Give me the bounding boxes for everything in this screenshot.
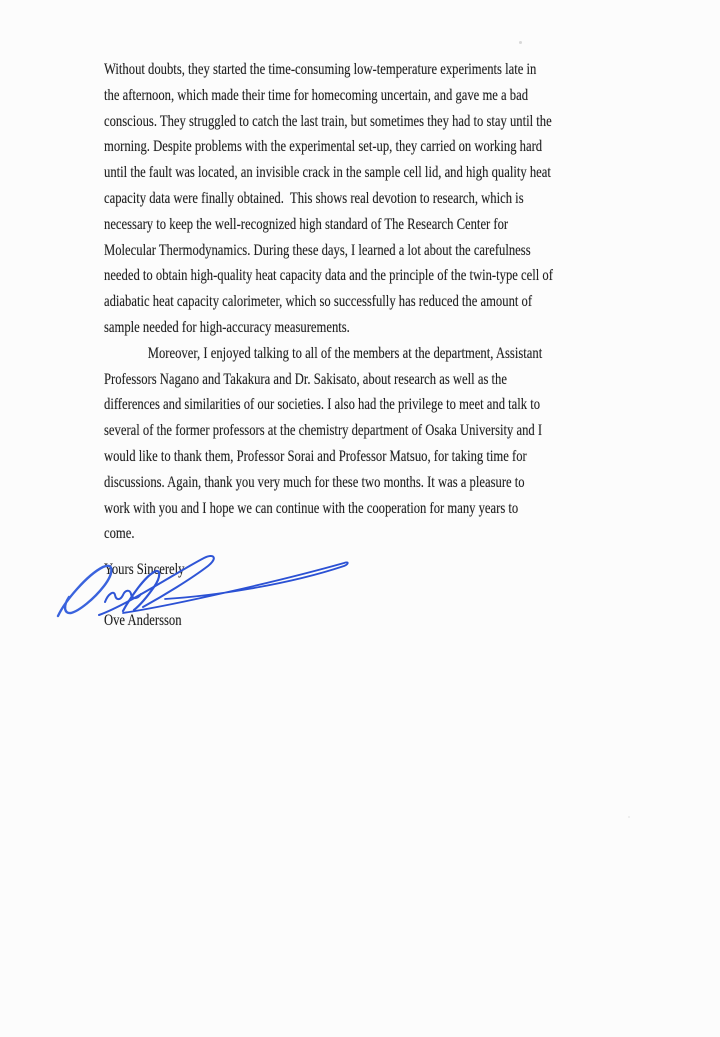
closing-spacer: [104, 547, 704, 557]
letter-body: [104, 57, 704, 634]
letter-line: work with you and I hope we can continue with the cooperation for many years to: [104, 499, 519, 517]
paragraph-2: [104, 341, 704, 547]
letter-line: until the fault was located, an invisible crack in the sample cell lid, and high quality heat: [104, 164, 551, 182]
letter-line: Moreover, I enjoyed talking to all of the members at the department, Assistant: [147, 344, 543, 362]
letter-line: needed to obtain high-quality heat capacity data and the principle of the twin-type cell of: [104, 267, 553, 285]
scan-artifact: [628, 816, 630, 818]
letter-line: adiabatic heat capacity calorimeter, which so successfully has reduced the amount of: [104, 293, 533, 311]
letter-line: necessary to keep the well-recognized high standard of The Research Center for: [104, 215, 509, 233]
letter-line: come.: [104, 525, 135, 543]
letter-line: morning. Despite problems with the experimental set-up, they carried on working hard: [104, 138, 543, 156]
signature-space: [104, 583, 704, 608]
letter-line: Without doubts, they started the time-consuming low-temperature experiments late in: [104, 61, 537, 78]
letter-line: conscious. They struggled to catch the last train, but sometimes they had to stay until the: [104, 112, 552, 130]
scan-artifact: [519, 41, 522, 44]
paragraph-1: [104, 57, 704, 341]
valediction: Yours Sincerely: [104, 561, 185, 579]
signer-name: Ove Andersson: [104, 611, 182, 629]
letter-line: Professors Nagano and Takakura and Dr. Sakisato, about research as well as the: [104, 370, 507, 388]
letter-line: differences and similarities of our societies. I also had the privilege to meet and talk to: [104, 396, 541, 414]
letter-line: Molecular Thermodynamics. During these days, I learned a lot about the carefulness: [104, 241, 531, 259]
letter-line: several of the former professors at the chemistry department of Osaka University and I: [104, 422, 543, 440]
letter-line: the afternoon, which made their time for homecoming uncertain, and gave me a bad: [104, 86, 529, 104]
letter-line: capacity data were finally obtained. This shows real devotion to research, which is: [104, 189, 524, 207]
letter-line: discussions. Again, thank you very much for these two months. It was a pleasure to: [104, 473, 525, 491]
letter-line: sample needed for high-accuracy measurements.: [104, 318, 350, 336]
letter-line: would like to thank them, Professor Sorai and Professor Matsuo, for taking time for: [104, 447, 527, 465]
